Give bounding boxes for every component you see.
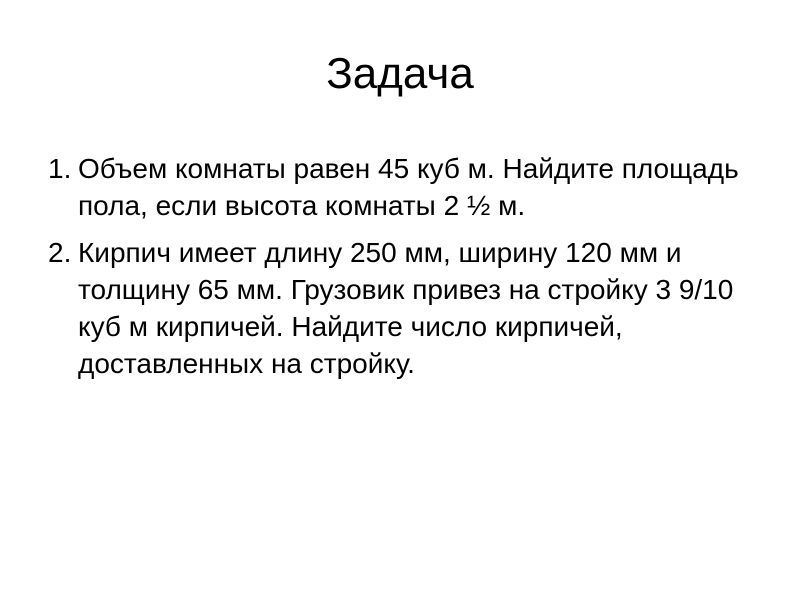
task-item-1 [48,150,768,224]
task-number: 2. [48,237,72,268]
task-list [48,150,768,392]
slide-title: Задача [326,49,474,98]
task-number: 1. [48,153,72,184]
task-text: Кирпич имеет длину 250 мм, ширину 120 мм и толщину 65 мм. Грузовик привез на стройку 3 9/10 куб м кирпичей. Найдите число кирпичей, доставленных на стройку. [78,237,734,379]
task-item-2 [48,234,768,382]
task-text: Объем комнаты равен 45 куб м. Найдите площадь пола, если высота комнаты 2 ½ м. [78,153,739,221]
